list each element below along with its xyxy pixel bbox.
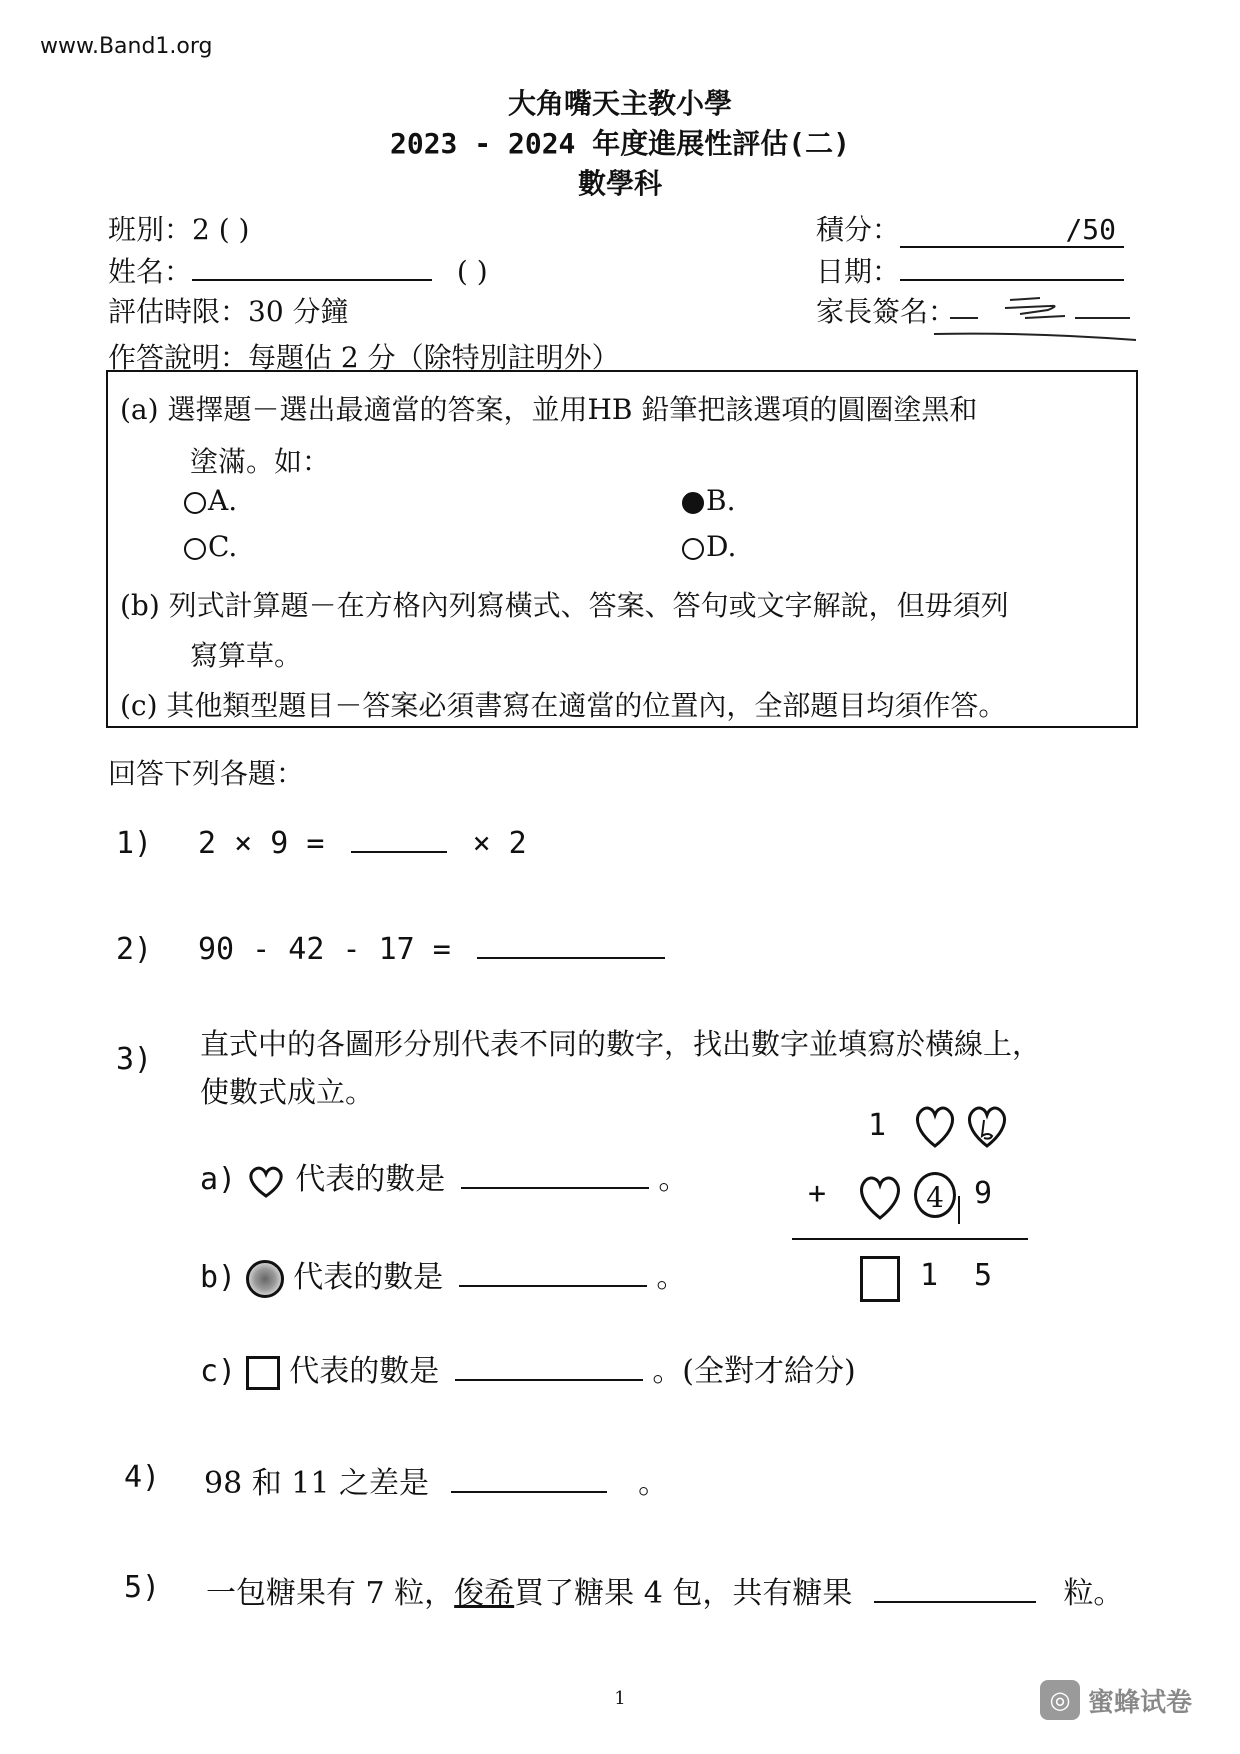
instructions-box (106, 370, 1138, 728)
instructions-title: 作答說明：每題佔 2 分（除特別註明外） (108, 341, 620, 374)
q1-number: 1) (116, 826, 153, 861)
q5-row (206, 1568, 1123, 1612)
q5-text-pre: 一包糖果有 7 粒， (206, 1576, 455, 1611)
instruction-c-line1: (c) 其他類型題目－答案必須書寫在適當的位置內，全部題目均須作答。 (120, 689, 1007, 722)
addition-line (792, 1238, 1028, 1240)
q1-answer-field[interactable] (351, 851, 447, 853)
q4-text: 98 和 11 之差是 (204, 1466, 429, 1501)
school-name: 大角嘴天主教小學 (507, 87, 732, 120)
q3a-answer-field[interactable] (461, 1187, 649, 1189)
name-label (108, 250, 488, 290)
q3b-row (200, 1252, 686, 1298)
q3c-end: 。(全對才給分) (652, 1354, 856, 1389)
parent-signature-scribble (930, 288, 1150, 348)
example-option-a (184, 484, 237, 517)
q1-right: × 2 (472, 826, 527, 861)
date-label: 日期： (816, 255, 901, 288)
radio-empty-icon (682, 538, 704, 560)
shaded-circle-icon (246, 1260, 284, 1298)
page-number: 1 (614, 1688, 626, 1709)
q2-text: 90 - 42 - 17 = (198, 932, 451, 967)
q1-row (198, 826, 527, 861)
q4-answer-field[interactable] (451, 1491, 607, 1493)
heart-icon (912, 1102, 958, 1150)
q3-number: 3) (116, 1042, 153, 1077)
vert-row1-digit: 1 (868, 1108, 887, 1143)
subject-title: 數學科 (577, 167, 662, 200)
brand-logo-icon: ◎ (1040, 1680, 1080, 1720)
brand-watermark (1040, 1680, 1192, 1720)
instruction-a-line2: 塗滿。如： (190, 445, 331, 478)
score-total: /50 (1065, 213, 1117, 246)
example-option-d (682, 530, 736, 563)
q2-row (198, 932, 665, 967)
vert-row2-digit: 9 (974, 1176, 993, 1211)
example-option-b (682, 484, 735, 517)
q3a-end: 。 (658, 1162, 689, 1197)
q3b-end: 。 (656, 1260, 687, 1295)
name-class-number: ( ) (456, 255, 488, 288)
q5-student-name: 俊希 (454, 1576, 515, 1611)
date-field[interactable] (900, 279, 1124, 281)
vert-plus: + (808, 1176, 827, 1211)
q5-answer-field[interactable] (874, 1601, 1036, 1603)
q4-row (204, 1458, 668, 1502)
heart-icon (246, 1163, 286, 1199)
heart-icon (964, 1102, 1010, 1150)
vert-row3-digit2: 5 (974, 1258, 993, 1293)
answer-heading: 回答下列各題： (108, 757, 305, 790)
class-label: 班別：2 ( ) (108, 213, 250, 246)
brand-name: 蜜蜂试卷 (1088, 1687, 1193, 1718)
option-d-label: D. (706, 530, 737, 563)
radio-filled-icon (682, 492, 704, 514)
parent-signature-label: 家長簽名： (816, 295, 957, 328)
q3-line2: 使數式成立。 (200, 1075, 375, 1109)
q1-left: 2 × 9 = (198, 826, 325, 861)
name-label-text: 姓名： (108, 255, 193, 288)
q2-answer-field[interactable] (477, 957, 665, 959)
instruction-b-line2: 寫算草。 (190, 639, 303, 672)
instruction-b-line1: (b) 列式計算題－在方格內列寫橫式、答案、答句或文字解說，但毋須列 (120, 589, 1009, 622)
q3b-label: b) (200, 1260, 237, 1295)
square-icon (860, 1256, 900, 1302)
q4-end: 。 (638, 1466, 669, 1501)
example-option-c (184, 530, 237, 563)
square-icon (246, 1356, 280, 1390)
score-field[interactable] (900, 213, 1124, 248)
vertical-addition (780, 1096, 1060, 1336)
instruction-a-line1: (a) 選擇題－選出最適當的答案，並用HB 鉛筆把該選項的圓圈塗黑和 (120, 393, 978, 426)
pencil-mark (958, 1196, 960, 1224)
q3b-text: 代表的數是 (293, 1260, 444, 1295)
site-watermark: www.Band1.org (40, 34, 213, 59)
name-field[interactable] (192, 279, 432, 281)
q3a-text: 代表的數是 (295, 1162, 446, 1197)
q3c-row (200, 1346, 856, 1390)
q3c-answer-field[interactable] (455, 1379, 643, 1381)
score-row (816, 208, 1124, 248)
q3c-text: 代表的數是 (289, 1354, 440, 1389)
q3c-label: c) (200, 1354, 237, 1389)
q3-line1: 直式中的各圖形分別代表不同的數字，找出數字並填寫於橫線上， (200, 1027, 1042, 1061)
assessment-title: 2023 - 2024 年度進展性評估(二) (389, 127, 850, 160)
q5-text-post: 買了糖果 4 包，共有糖果 (514, 1576, 853, 1611)
option-c-label: C. (208, 530, 238, 563)
option-b-label: B. (706, 484, 736, 517)
time-limit-label: 評估時限：30 分鐘 (108, 295, 349, 328)
q3b-answer-field[interactable] (459, 1285, 647, 1287)
q3a-label: a) (200, 1162, 237, 1197)
q3a-row (200, 1154, 688, 1199)
radio-empty-icon (184, 492, 206, 514)
circle-with-handwritten-digit (914, 1172, 956, 1218)
heart-icon (856, 1172, 904, 1222)
radio-empty-icon (184, 538, 206, 560)
option-a-label: A. (208, 484, 238, 517)
q5-number: 5) (124, 1570, 161, 1605)
q4-number: 4) (124, 1460, 161, 1495)
vert-handwritten-digit: 4 (926, 1181, 944, 1214)
score-label: 積分： (816, 213, 901, 246)
date-row (816, 250, 1124, 290)
q2-number: 2) (116, 932, 153, 967)
q5-end: 粒。 (1063, 1576, 1124, 1611)
vert-row3-digit1: 1 (920, 1258, 939, 1293)
